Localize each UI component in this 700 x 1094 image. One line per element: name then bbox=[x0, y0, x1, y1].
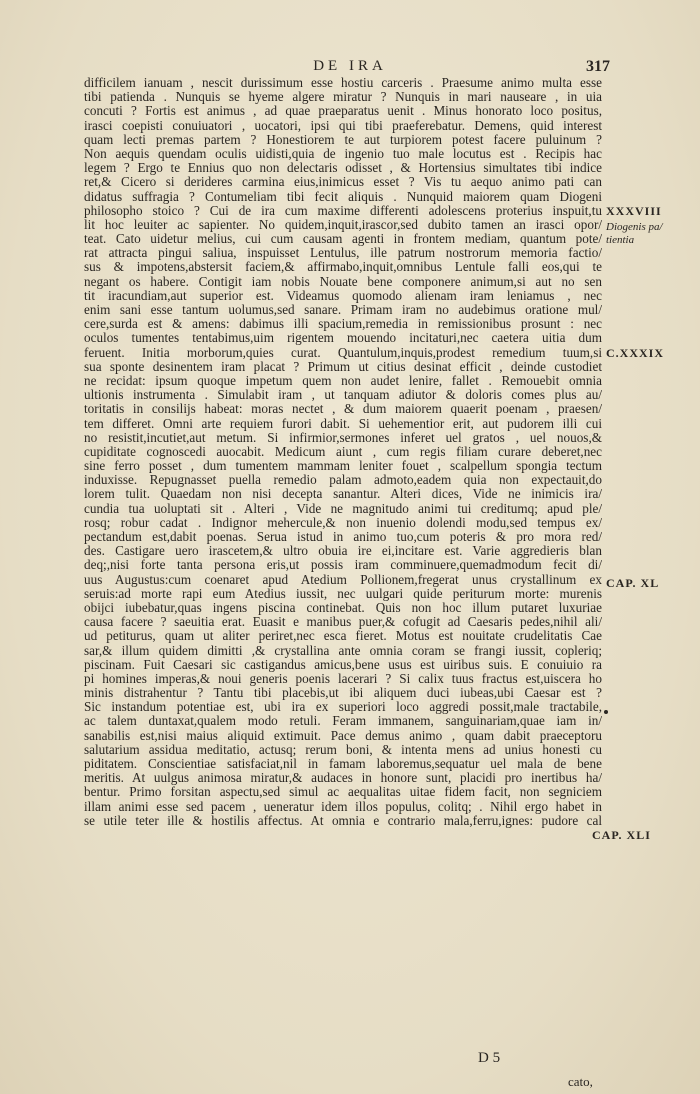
text-line: rosq; robur cadat . Indignor mehercule,& non inuenio dolendi modu,sed tempus ex/ bbox=[84, 515, 602, 530]
text-line: bentur. Primo forsitan aspectu,sed simul ac aequalitas uitae fidem facit, non segniciem bbox=[84, 785, 602, 800]
text-line: ret,& Cicero si derideres carmina eius,inimicus esset ? Vis tu aequo animo pati can bbox=[84, 175, 602, 190]
text-line: piscinam. Fuit Caesari sic castigandus amicus,bene usus est uiribus suis. E conuiuio ra bbox=[84, 657, 602, 672]
text-line: deq;,nisi forte tanta persona eris,ut possis iram comminuere,quemadmodum fecit di/ bbox=[84, 558, 602, 573]
text-line: toritatis in consilijs habeat: moras nectet , & dum maiorem quaerit poenam , praesen/ bbox=[84, 402, 602, 417]
text-line: pi homines imperas,& noui generis poenis lacerari ? Si calix tuus fractus est,uiscera ho bbox=[84, 671, 602, 686]
text-line: irasci coepisti conuiuatori , uocatori, ipsi qui tibi praeferebatur. Demens, quid interest bbox=[84, 118, 602, 133]
text-line: sine ferro posset , dum tumentem mammam leniter fouet , scalpellum spongia tectum bbox=[84, 459, 602, 474]
text-line: negant os habere. Contigit iam nobis Nouate bene componere animum,si aut no sen bbox=[84, 274, 602, 289]
margin-chapter-38: XXXVIII bbox=[606, 204, 662, 218]
text-line: sua sponte desinentem iram placat ? Primum ut citius desinat efficit , deinde custodiet bbox=[84, 359, 602, 374]
text-line: salutarium assidua meditatio, actusq; rerum boni, & intenta mens ad unius honesti cu bbox=[84, 742, 602, 757]
text-line: se utile teter ille & hostilis affectus. At omnia e contrario mala,ferru,ignes: pudore cal bbox=[84, 813, 602, 828]
text-line: ud petiturus, quam ut aliter periret,nec esca fieret. Motus est nouitate crudelitatis Cae bbox=[84, 629, 602, 644]
text-line: illam animi esse sed pacem , ueneratur idem illos populus, colitq; . Nihil ergo habet in bbox=[84, 799, 602, 814]
text-line: legem ? Ergo te Ennius quo non delectaris odisset , & Hortensius simultates tibi indice bbox=[84, 161, 602, 176]
text-line: lit hoc leuiter ac sapienter. No quidem,inquit,irascor,sed dubito tamen an irasci opor/ bbox=[84, 217, 602, 232]
text-line: cundia tua uoluptati sit . Alteri , Vide ne magnitudo animi tui creditumq; apud ple/ bbox=[84, 501, 602, 516]
text-line: enim sani esse tantum uolumus,sed sanare. Primam iram no audebimus oratione mul/ bbox=[84, 303, 602, 317]
margin-chapter-40: CAP. XL bbox=[606, 576, 660, 590]
text-line: pectandum est,dabit poenas. Serua istud in animo tuo,cum poteris & pro mora red/ bbox=[84, 530, 602, 544]
text-line: causa facere ? saeuitia erat. Euasit e manibus puer,& cofugit ad Caesaris pedes,nihil ali/ bbox=[84, 615, 602, 630]
text-line: quam lecti premas partem ? Honestiorem te aut turpiorem potest facere puluinum ? bbox=[84, 132, 602, 147]
text-line: minis distrahentur ? Tantu tibi placebis,ut ibi aliquem duci iubeas,ubi Caesar est ? bbox=[84, 686, 602, 701]
text-line: sus & impotens,abstersit faciem,& affirmabo,inquit,omnibus Lentule falli eos,qui te bbox=[84, 260, 602, 275]
text-line: tit iracundiam,aut superior est. Videamus quomodo alienam iram leniamus , nec bbox=[84, 288, 602, 303]
text-line: induxisse. Repugnasset puella remedio palam admoto,eadem quia non expectauit,do bbox=[84, 473, 602, 488]
catchword: cato, bbox=[568, 1074, 593, 1089]
text-line: seruis:ad morte rapi eum Atedius iussit, nec uulgari quide periturum morte: murenis bbox=[84, 586, 602, 601]
text-line: didatus suffragia ? Contumeliam tibi fecit aliquis . Nunquid maiorem quam Diogeni bbox=[84, 189, 602, 204]
margin-dot bbox=[604, 710, 608, 714]
running-title: DE IRA bbox=[313, 58, 387, 74]
text-line: Sic instandum potentiae est, ubi ira ex superiori loco aggredi possit,male tractabile, bbox=[84, 700, 602, 715]
text-line: ne recidat: ipsum quoque impetum quem non audet lenire, fallet . Remouebit omnia bbox=[84, 373, 602, 388]
text-line: obijci iubebatur,quas ingens piscina continebat. Quis non hoc illum putaret luxuriae bbox=[84, 600, 602, 615]
text-line: lorem tulit. Quaedam non nisi decepta sanantur. Alteri dices, Vide ne inimicis ira/ bbox=[84, 487, 602, 502]
text-line: cere,surda est & amens: dabimus illi spacium,remedia in remissionibus prosunt : nec bbox=[84, 317, 602, 332]
signature-mark: D 5 bbox=[478, 1050, 501, 1066]
text-line: difficilem ianuam , nescit durissimum esse hostiu carceris . Praesume animo multa esse bbox=[84, 76, 602, 90]
text-line: concuti ? Fortis est animus , ad quae praeparatus uenit . Minus honorato loco positus, bbox=[84, 104, 602, 119]
text-line: uus Augustus:cum coenaret apud Atedium Pollionem,fregerat unus crystallinum ex bbox=[84, 572, 602, 587]
text-line: ultionis instrumenta . Simulabit iram , ut tanquam adiutor & doloris comes plus au/ bbox=[84, 388, 602, 403]
text-line: feruent. Initia morborum,quies curat. Quantulum,inquis,prodest remedium tuum,si bbox=[84, 345, 602, 360]
text-line: philosopho stoico ? Cui de ira cum maxime differenti adolescens proterius inspuit,tu bbox=[84, 203, 602, 218]
text-line: ac talem duntaxat,qualem modo retuli. Feram immanem, sanguinariam,quae iam in/ bbox=[84, 714, 602, 729]
text-line: cupiditate cognoscedi auocabit. Medicum aiunt , cum regis filiam curare deberet,nec bbox=[84, 444, 602, 459]
text-line: sar,& illum quidem dimitti ,& crystallina ante omnia coram se frangi iussit, copleriq; bbox=[84, 643, 602, 658]
text-line: teat. Cato uidetur melius, cui cum causam agenti in frontem mediam, quantum pote/ bbox=[84, 232, 602, 247]
text-line: no resistit,incutiet,aut metum. Si infirmior,sermones inferet uel gratos , uel nouos,& bbox=[84, 430, 602, 445]
text-line: tibi patienda . Nunquis se hyeme algere miratur ? Nunquis in mari nauseare , in uia bbox=[84, 90, 602, 105]
page-number: 317 bbox=[586, 58, 610, 75]
body-text bbox=[84, 76, 602, 828]
text-line: piditatem. Conscientiae satisfaciat,nil in famam laboremus,sequatur uel mala de bene bbox=[84, 757, 602, 771]
margin-note-patientia: tientia bbox=[606, 234, 635, 246]
margin-note-diogenis: Diogenis pa/ bbox=[606, 221, 663, 233]
text-line: rat attracta pingui saliua, inspuisset Lentulus, ille patrum nostrorum memoria factio/ bbox=[84, 246, 602, 261]
text-line: Non aequis quendam oculis uidisti,quia de ingenio tuo male locutus est . Recipis hac bbox=[84, 146, 602, 161]
text-line: sanabilis est,nisi maius aliquid extimuit. Pace demus animo , quam dabit praeceptoru bbox=[84, 728, 602, 743]
text-line: oculos tumentes tentabimus,uim rigentem mouendo incitaturi,nec caetera uitia dum bbox=[84, 331, 602, 346]
text-line: meritis. At uulgus animosa miratur,& audaces in honore sunt, placidi pro inertibus ha/ bbox=[84, 771, 602, 786]
margin-chapter-41: CAP. XLI bbox=[592, 828, 651, 842]
text-line: des. Castigare uero irascetem,& ultro obuia ire ei,incitare est. Varie aggredieris blan bbox=[84, 544, 602, 559]
margin-chapter-39: C.XXXIX bbox=[606, 346, 664, 360]
text-line: tem differet. Omni arte requiem furori dabit. Si uehementior erit, aut pudorem illi cui bbox=[84, 416, 602, 431]
